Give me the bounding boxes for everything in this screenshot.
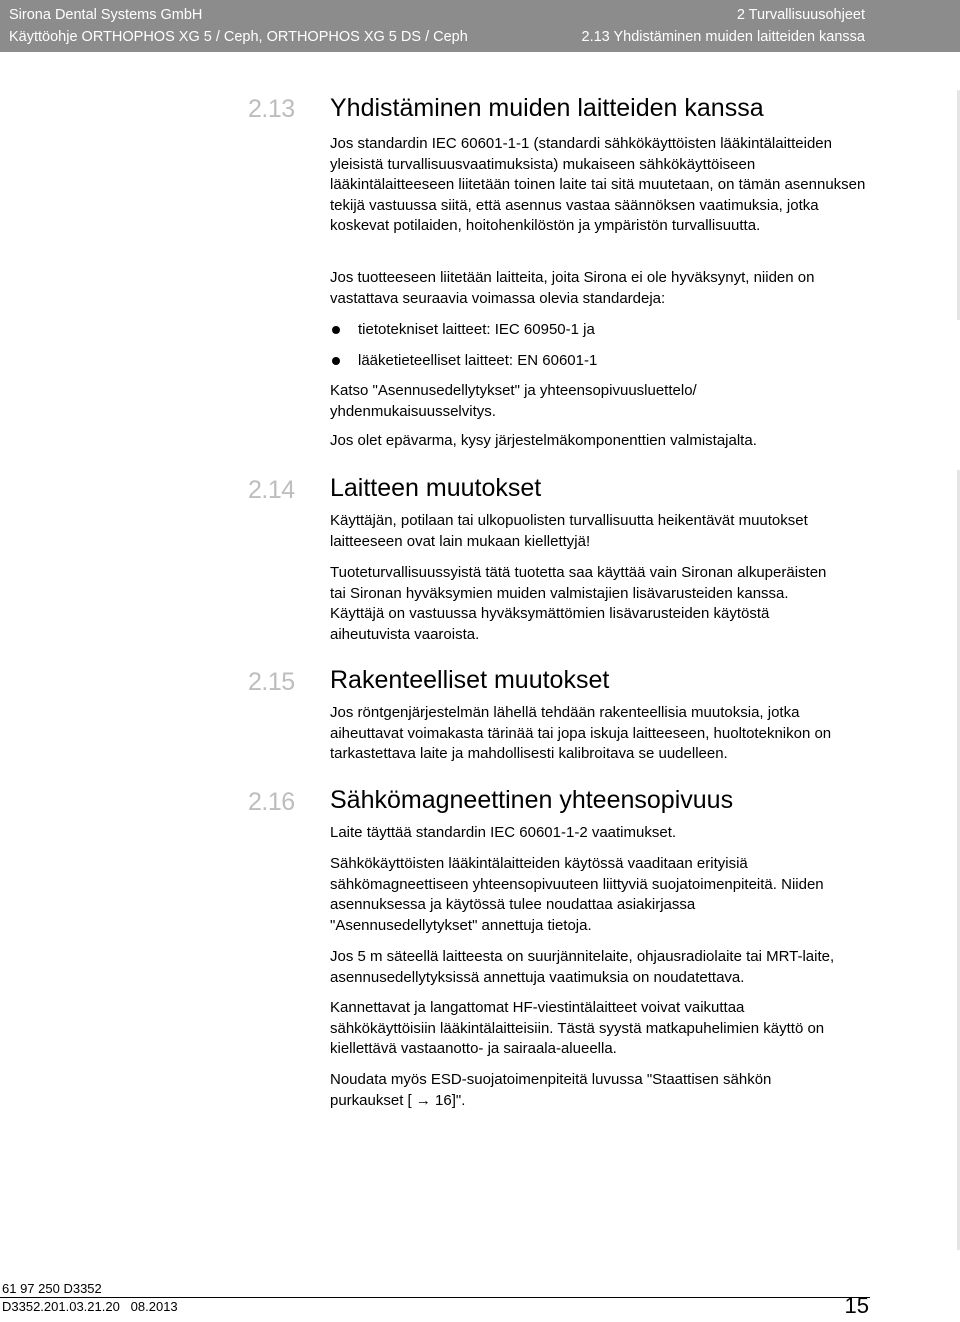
- doc-number: 61 97 250 D3352: [2, 1281, 102, 1296]
- paragraph: Tuoteturvallisuussyistä tätä tuotetta saa käyttää vain Sironan alkuperäisten tai Sironan hyväksymien muiden valmistajien lisävarusteiden kanssa. Käyttäjä on vastuussa hyväksymättömien lisävarusteiden käytöstä aiheutuvista vaaroista.: [330, 564, 827, 643]
- header-section: 2.13 Yhdistäminen muiden laitteiden kanssa: [581, 29, 865, 45]
- list-item-text: lääketieteelliset laitteet: EN 60601-1: [358, 352, 598, 369]
- page-header: [0, 0, 960, 52]
- paragraph: Käyttäjän, potilaan tai ulkopuolisten turvallisuutta heikentävät muutokset laitteeseen ovat lain mukaan kiellettyjä!: [330, 512, 808, 550]
- header-right: [582, 4, 865, 48]
- header-left: [9, 4, 468, 48]
- header-chapter: 2 Turvallisuusohjeet: [736, 7, 865, 23]
- section-title: Sähkömagneettinen yhteensopivuus: [330, 786, 734, 814]
- section-title: Yhdistäminen muiden laitteiden kanssa: [330, 94, 764, 122]
- paragraph: Sähkökäyttöisten lääkintälaitteiden käytössä vaaditaan erityisiä sähkömagneettiseen yhteensopivuuteen liittyviä suojatoimenpiteitä. Niiden asennuksessa ja käytössä tulee noudattaa asiakirjassa "Asennusedellytykset" annettuja tietoja.: [330, 855, 824, 934]
- section-title: Rakenteelliset muutokset: [330, 666, 610, 694]
- bullet-icon: [332, 326, 340, 334]
- section-number: 2.16: [248, 788, 295, 816]
- footer-divider: [0, 1297, 870, 1298]
- section-number: 2.15: [248, 668, 295, 696]
- paragraph: Kannettavat ja langattomat HF-viestintälaitteet voivat vaikuttaa sähkökäyttöisiin lääkintälaitteisiin. Tästä syystä matkapuhelimien käyttö on kiellettävä vastaanotto- ja sairaala-alueella.: [330, 999, 825, 1057]
- page-number: 15: [844, 1293, 869, 1318]
- section-number: 2.14: [248, 476, 295, 504]
- list-item-text: tietotekniset laitteet: IEC 60950-1 ja: [358, 321, 595, 338]
- paragraph: Jos röntgenjärjestelmän lähellä tehdään rakenteellisia muutoksia, jotka aiheuttavat voimakasta tärinää tai jopa iskuja laitteeseen, huoltoteknikon on tarkastettava laite ja mahdollisesti kalibroitava se uudelleen.: [330, 704, 832, 762]
- paragraph: Jos standardin IEC 60601-1-1 (standardi sähkökäyttöisten lääkintälaitteiden yleisistä turvallisuusvaatimuksista) mukaiseen sähkökäyttöiseen lääkintälaitteeseen liitetään toinen laite tai sitä muutetaan, on tämän asennuksen tekijä vastuussa siitä, että asennus vastaa säännöksen vaatimuksia, jotka koskevat potilaiden, hoitohenkilöstön ja ympäristön turvallisuutta.: [330, 135, 866, 234]
- doc-version: D3352.201.03.21.20 08.2013: [2, 1299, 178, 1314]
- section-title: Laitteen muutokset: [330, 474, 542, 502]
- section-number: 2.13: [248, 95, 295, 123]
- paragraph: Jos 5 m säteellä laitteesta on suurjännitelaite, ohjausradiolaite tai MRT-laite, asennusedellytyksissä annettuja vaatimuksia on noudatettava.: [330, 948, 835, 986]
- header-company: Sirona Dental Systems GmbH: [9, 7, 203, 23]
- paragraph: Laite täyttää standardin IEC 60601-1-2 vaatimukset.: [330, 824, 677, 841]
- paragraph: Katso "Asennusedellytykset" ja yhteensopivuusluettelo/ yhdenmukaisuusselvitys.: [330, 382, 697, 420]
- bullet-icon: [332, 357, 340, 365]
- header-manual: Käyttöohje ORTHOPHOS XG 5 / Ceph, ORTHOPHOS XG 5 DS / Ceph: [9, 29, 468, 45]
- paragraph: Jos olet epävarma, kysy järjestelmäkomponenttien valmistajalta.: [330, 432, 757, 449]
- paragraph: Jos tuotteeseen liitetään laitteita, joita Sirona ei ole hyväksynyt, niiden on vastattava seuraavia voimassa olevia standardeja:: [330, 269, 815, 307]
- paragraph: Noudata myös ESD-suojatoimenpiteitä luvussa "Staattisen sähkön purkaukset [ → 16]".: [330, 1071, 772, 1109]
